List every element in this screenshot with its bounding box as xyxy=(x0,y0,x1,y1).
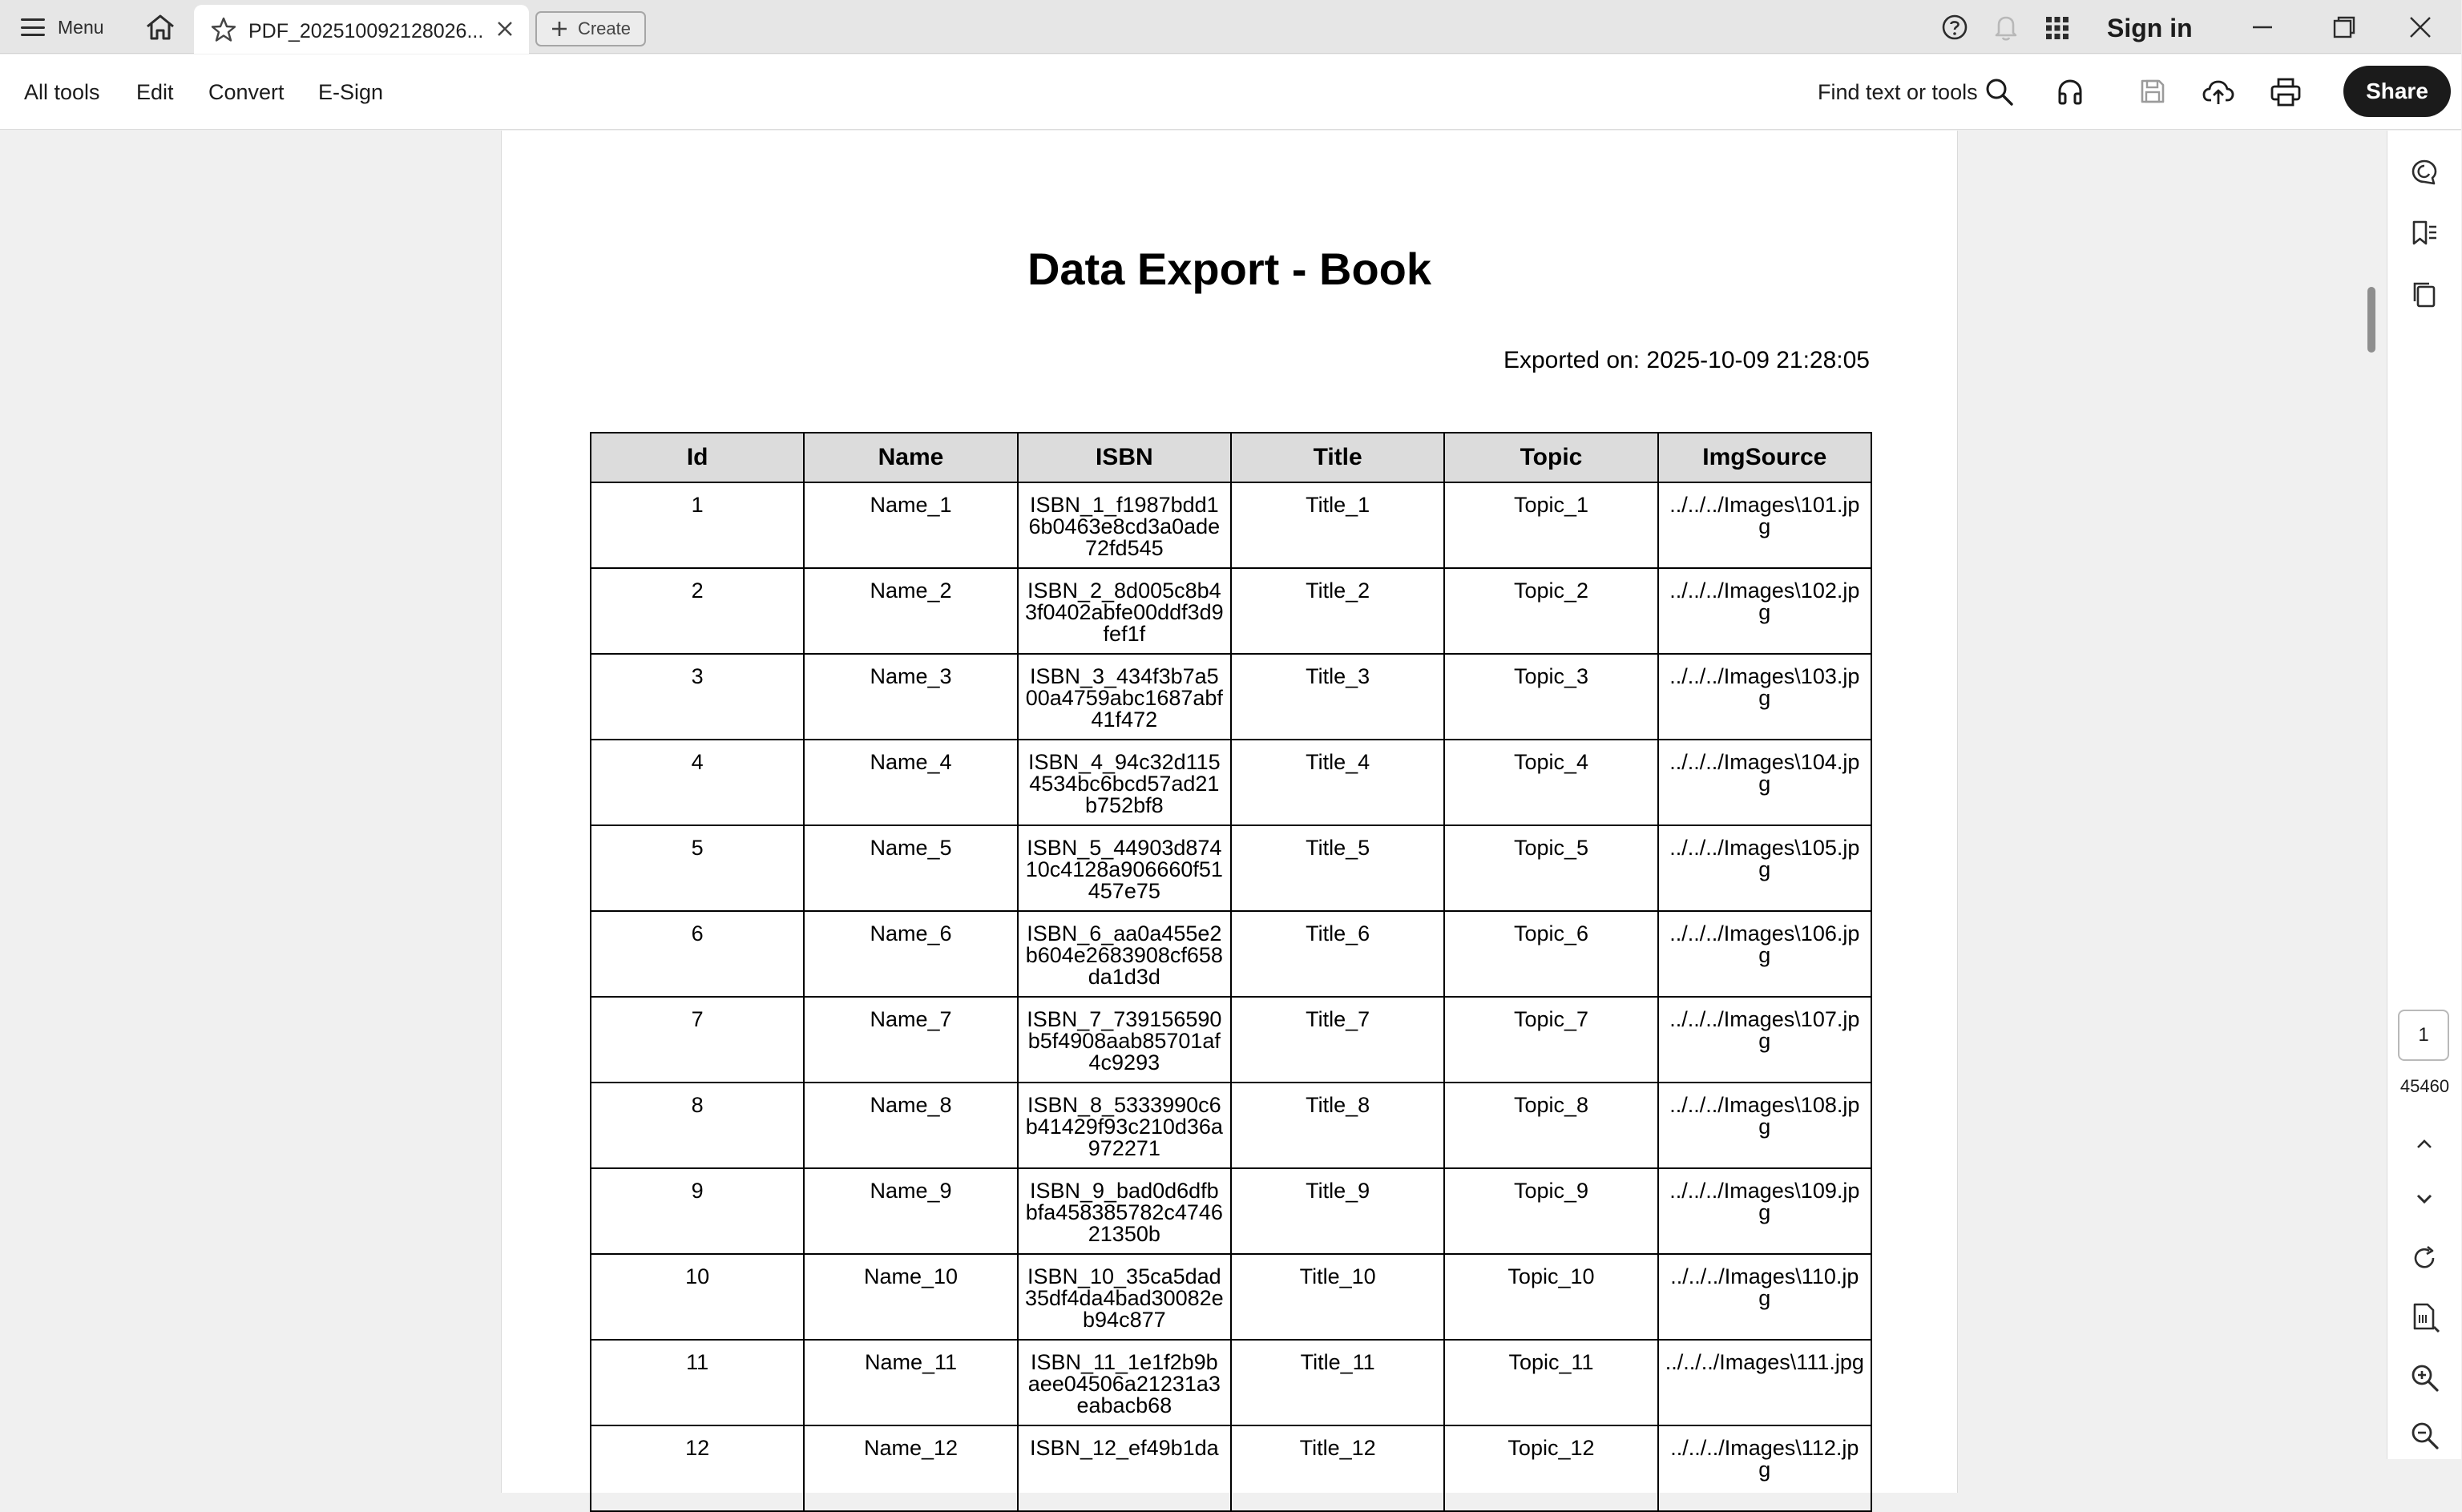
cell-title: Title_10 xyxy=(1231,1254,1444,1340)
cell-topic: Topic_1 xyxy=(1444,482,1657,568)
cell-title: Title_5 xyxy=(1231,825,1444,911)
print-icon[interactable] xyxy=(2270,77,2302,107)
chevron-down-icon[interactable] xyxy=(2410,1187,2439,1211)
cell-imgsource: ../../../Images\107.jpg xyxy=(1658,997,1871,1083)
cell-id: 10 xyxy=(591,1254,804,1340)
document-viewport[interactable] xyxy=(0,131,2387,1482)
cell-topic: Topic_2 xyxy=(1444,568,1657,654)
right-rail xyxy=(2387,131,2461,1459)
cell-topic: Topic_11 xyxy=(1444,1340,1657,1425)
cell-imgsource: ../../../Images\111.jpg xyxy=(1658,1340,1871,1425)
home-button[interactable] xyxy=(143,11,178,43)
pdf-page xyxy=(501,131,1958,1493)
cloud-upload-icon[interactable] xyxy=(2202,77,2234,107)
cell-name: Name_12 xyxy=(804,1425,1017,1511)
zoom-in-icon[interactable] xyxy=(2410,1363,2440,1393)
cell-id: 6 xyxy=(591,911,804,997)
menu-label: Menu xyxy=(58,16,104,38)
home-icon xyxy=(144,13,176,42)
chevron-up-icon[interactable] xyxy=(2410,1132,2439,1156)
column-header-imgsource: ImgSource xyxy=(1658,433,1871,482)
cell-id: 3 xyxy=(591,654,804,740)
column-header-title: Title xyxy=(1231,433,1444,482)
cell-name: Name_11 xyxy=(804,1340,1017,1425)
cell-isbn: ISBN_5_44903d87410c4128a906660f51457e75 xyxy=(1018,825,1231,911)
cell-name: Name_7 xyxy=(804,997,1017,1083)
create-label: Create xyxy=(577,18,632,38)
table-header-row xyxy=(591,433,1871,482)
cell-id: 4 xyxy=(591,740,804,825)
save-icon[interactable] xyxy=(2138,77,2167,106)
cell-isbn: ISBN_10_35ca5dad35df4da4bad30082eb94c877 xyxy=(1018,1254,1231,1340)
document-tab[interactable] xyxy=(194,5,529,54)
cell-id: 2 xyxy=(591,568,804,654)
rotate-icon[interactable] xyxy=(2410,1244,2439,1273)
column-header-name: Name xyxy=(804,433,1017,482)
cell-imgsource: ../../../Images\112.jpg xyxy=(1658,1425,1871,1511)
cell-imgsource: ../../../Images\102.jpg xyxy=(1658,568,1871,654)
table-row xyxy=(591,482,1871,568)
cell-name: Name_9 xyxy=(804,1168,1017,1254)
total-pages-label: 45460 xyxy=(2399,1076,2450,1096)
main-toolbar xyxy=(0,54,2461,130)
cell-imgsource: ../../../Images\101.jpg xyxy=(1658,482,1871,568)
plus-icon xyxy=(551,20,568,38)
cell-topic: Topic_3 xyxy=(1444,654,1657,740)
book-data-table xyxy=(590,432,1872,1512)
cell-name: Name_5 xyxy=(804,825,1017,911)
cell-imgsource: ../../../Images\109.jpg xyxy=(1658,1168,1871,1254)
cell-name: Name_2 xyxy=(804,568,1017,654)
close-icon[interactable] xyxy=(495,19,515,38)
cell-title: Title_12 xyxy=(1231,1425,1444,1511)
comments-panel-icon[interactable] xyxy=(2410,158,2439,187)
cell-isbn: ISBN_11_1e1f2b9baee04506a21231a3eabacb68 xyxy=(1018,1340,1231,1425)
star-icon[interactable] xyxy=(210,16,237,43)
cell-topic: Topic_7 xyxy=(1444,997,1657,1083)
share-button[interactable]: Share xyxy=(2343,66,2451,117)
nav-e-sign[interactable]: E-Sign xyxy=(318,80,384,104)
current-page-input[interactable]: 1 xyxy=(2398,1010,2449,1061)
table-row xyxy=(591,1425,1871,1511)
column-header-isbn: ISBN xyxy=(1018,433,1231,482)
fit-page-icon[interactable] xyxy=(2410,1302,2440,1333)
cell-topic: Topic_9 xyxy=(1444,1168,1657,1254)
cell-isbn: ISBN_8_5333990c6b41429f93c210d36a972271 xyxy=(1018,1083,1231,1168)
apps-grid-icon[interactable] xyxy=(2045,16,2069,40)
cell-isbn: ISBN_9_bad0d6dfbbfa458385782c474621350b xyxy=(1018,1168,1231,1254)
minimize-window-icon[interactable] xyxy=(2248,13,2277,42)
table-row xyxy=(591,1254,1871,1340)
cell-imgsource: ../../../Images\110.jpg xyxy=(1658,1254,1871,1340)
table-row xyxy=(591,997,1871,1083)
cell-topic: Topic_5 xyxy=(1444,825,1657,911)
cell-id: 7 xyxy=(591,997,804,1083)
create-button[interactable] xyxy=(535,11,646,46)
headphones-icon[interactable] xyxy=(2055,77,2085,107)
cell-topic: Topic_10 xyxy=(1444,1254,1657,1340)
cell-id: 5 xyxy=(591,825,804,911)
table-row xyxy=(591,825,1871,911)
table-row xyxy=(591,568,1871,654)
bookmarks-panel-icon[interactable] xyxy=(2410,219,2439,248)
document-title: Data Export - Book xyxy=(1027,244,1432,294)
table-row xyxy=(591,1340,1871,1425)
cell-id: 8 xyxy=(591,1083,804,1168)
close-window-icon[interactable] xyxy=(2406,13,2435,42)
cell-id: 11 xyxy=(591,1340,804,1425)
zoom-out-icon[interactable] xyxy=(2410,1421,2440,1451)
cell-title: Title_3 xyxy=(1231,654,1444,740)
export-timestamp: Exported on: 2025-10-09 21:28:05 xyxy=(1503,347,1870,373)
cell-title: Title_9 xyxy=(1231,1168,1444,1254)
help-icon[interactable] xyxy=(1941,14,1968,41)
cell-imgsource: ../../../Images\106.jpg xyxy=(1658,911,1871,997)
cell-title: Title_8 xyxy=(1231,1083,1444,1168)
cell-name: Name_6 xyxy=(804,911,1017,997)
cell-imgsource: ../../../Images\108.jpg xyxy=(1658,1083,1871,1168)
cell-title: Title_6 xyxy=(1231,911,1444,997)
cell-id: 1 xyxy=(591,482,804,568)
column-header-topic: Topic xyxy=(1444,433,1657,482)
bell-icon[interactable] xyxy=(1992,13,2020,42)
sign-in-link[interactable]: Sign in xyxy=(2107,14,2193,42)
cell-imgsource: ../../../Images\105.jpg xyxy=(1658,825,1871,911)
restore-window-icon[interactable] xyxy=(2330,13,2359,42)
cell-isbn: ISBN_1_f1987bdd16b0463e8cd3a0ade72fd545 xyxy=(1018,482,1231,568)
nav-edit[interactable]: Edit xyxy=(136,80,174,104)
cell-isbn: ISBN_4_94c32d1154534bc6bcd57ad21b752bf8 xyxy=(1018,740,1231,825)
table-row xyxy=(591,911,1871,997)
nav-all-tools[interactable]: All tools xyxy=(24,80,100,104)
cell-name: Name_1 xyxy=(804,482,1017,568)
cell-name: Name_4 xyxy=(804,740,1017,825)
search-icon[interactable] xyxy=(1984,77,2015,107)
cell-imgsource: ../../../Images\103.jpg xyxy=(1658,654,1871,740)
cell-topic: Topic_6 xyxy=(1444,911,1657,997)
cell-isbn: ISBN_2_8d005c8b43f0402abfe00ddf3d9fef1f xyxy=(1018,568,1231,654)
cell-imgsource: ../../../Images\104.jpg xyxy=(1658,740,1871,825)
cell-id: 9 xyxy=(591,1168,804,1254)
cell-isbn: ISBN_6_aa0a455e2b604e2683908cf658da1d3d xyxy=(1018,911,1231,997)
table-row xyxy=(591,1083,1871,1168)
cell-title: Title_11 xyxy=(1231,1340,1444,1425)
vertical-scrollbar-thumb[interactable] xyxy=(2367,287,2375,353)
cell-title: Title_4 xyxy=(1231,740,1444,825)
cell-isbn: ISBN_7_739156590b5f4908aab85701af4c9293 xyxy=(1018,997,1231,1083)
find-text-or-tools[interactable]: Find text or tools xyxy=(1818,80,1978,104)
table-row xyxy=(591,1168,1871,1254)
document-tab-title: PDF_202510092128026... xyxy=(248,20,484,42)
cell-title: Title_1 xyxy=(1231,482,1444,568)
cell-name: Name_3 xyxy=(804,654,1017,740)
cell-topic: Topic_4 xyxy=(1444,740,1657,825)
column-header-id: Id xyxy=(591,433,804,482)
nav-convert[interactable]: Convert xyxy=(208,80,285,104)
cell-isbn: ISBN_3_434f3b7a500a4759abc1687abf41f472 xyxy=(1018,654,1231,740)
tab-bar xyxy=(0,0,2461,54)
cell-name: Name_8 xyxy=(804,1083,1017,1168)
cell-name: Name_10 xyxy=(804,1254,1017,1340)
table-row xyxy=(591,740,1871,825)
cell-id: 12 xyxy=(591,1425,804,1511)
cell-topic: Topic_8 xyxy=(1444,1083,1657,1168)
cell-title: Title_7 xyxy=(1231,997,1444,1083)
cell-topic: Topic_12 xyxy=(1444,1425,1657,1511)
cell-isbn: ISBN_12_ef49b1da xyxy=(1018,1425,1231,1511)
hamburger-icon xyxy=(21,18,45,36)
cell-title: Title_2 xyxy=(1231,568,1444,654)
pages-panel-icon[interactable] xyxy=(2410,280,2439,308)
menu-button[interactable] xyxy=(21,11,104,43)
table-row xyxy=(591,654,1871,740)
